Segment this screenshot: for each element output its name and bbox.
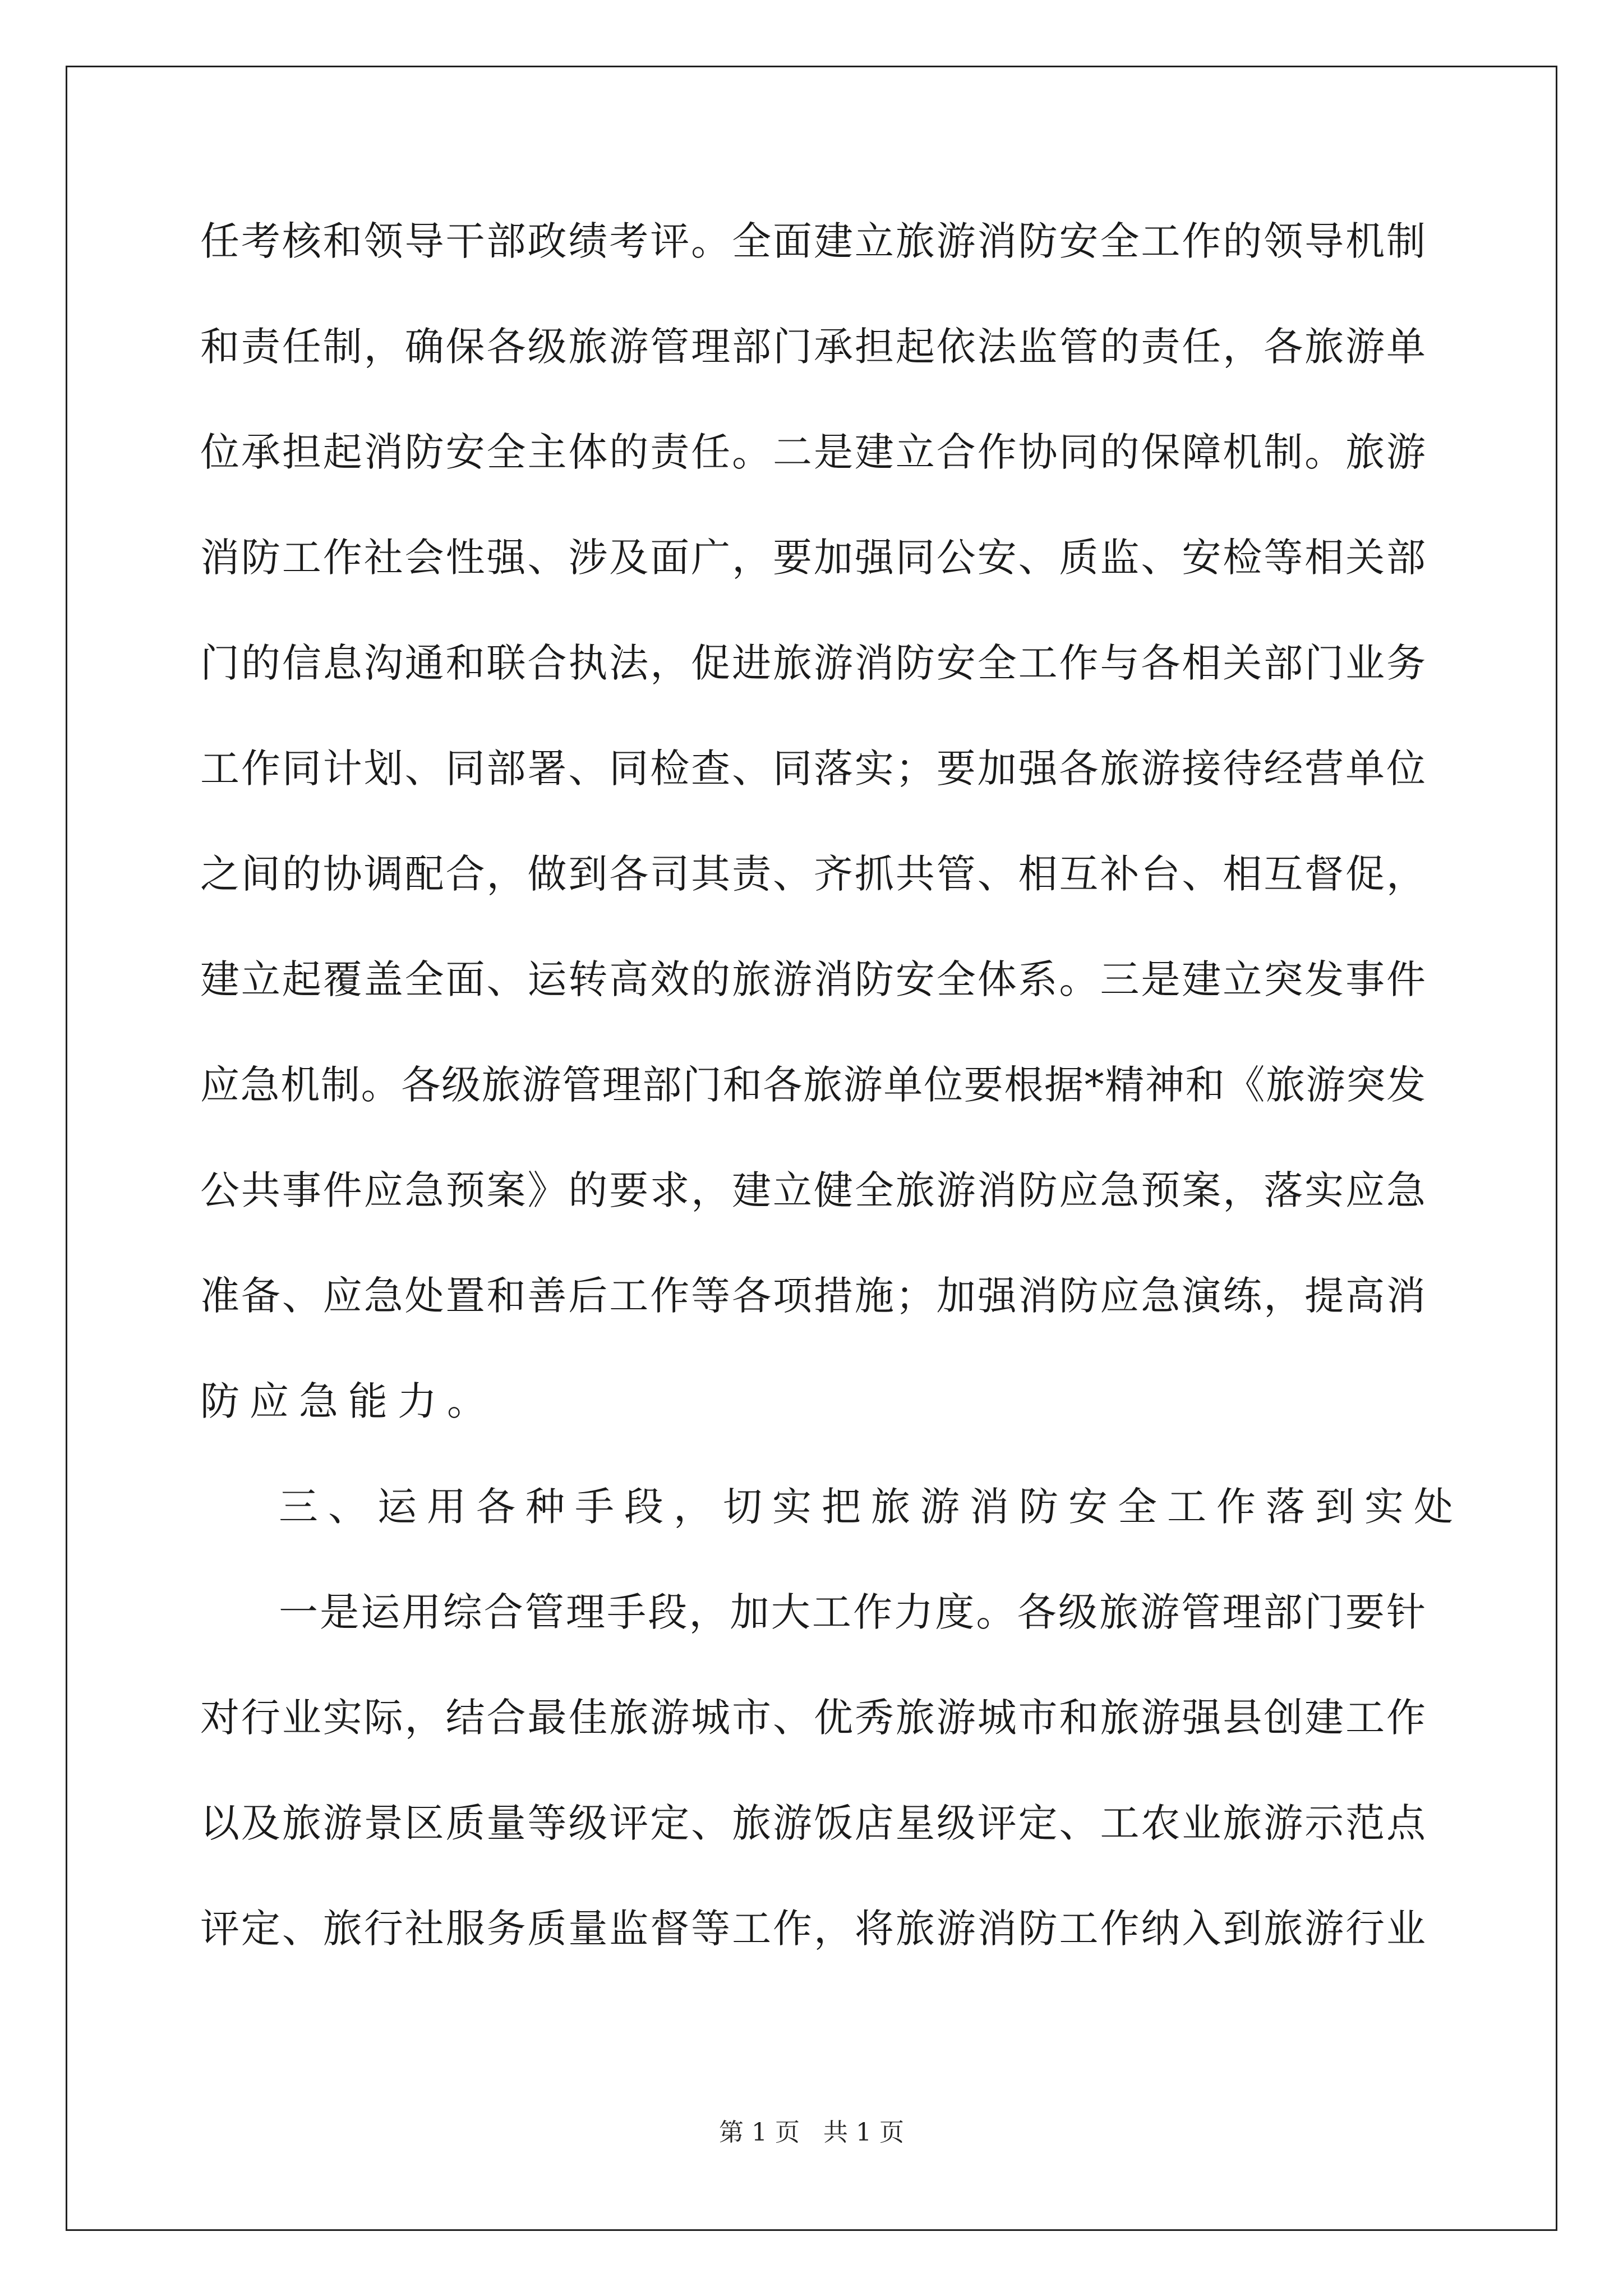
text-line: 应急机制。各级旅游管理部门和各旅游单位要根据*精神和《旅游突发	[200, 1062, 1427, 1108]
text-line: 对行业实际，结合最佳旅游城市、优秀旅游城市和旅游强县创建工作	[200, 1695, 1427, 1741]
text-line: 工作同计划、同部署、同检查、同落实；要加强各旅游接待经营单位	[200, 746, 1427, 792]
text-line: 准备、应急处置和善后工作等各项措施；加强消防应急演练，提高消	[200, 1273, 1427, 1319]
page-number: 第 1 页	[719, 2118, 800, 2147]
text-line: 门的信息沟通和联合执法，促进旅游消防安全工作与各相关部门业务	[200, 640, 1427, 686]
text-line: 防应急能力。	[200, 1378, 496, 1424]
text-line: 建立起覆盖全面、运转高效的旅游消防安全体系。三是建立突发事件	[200, 956, 1427, 1002]
text-line: 任考核和领导干部政绩考评。全面建立旅游消防安全工作的领导机制	[200, 218, 1427, 264]
page-total: 共 1 页	[823, 2118, 904, 2147]
text-line: 消防工作社会性强、涉及面广，要加强同公安、质监、安检等相关部	[200, 535, 1427, 581]
section-heading: 三、运用各种手段，切实把旅游消防安全工作落到实处	[279, 1484, 1463, 1530]
text-line: 之间的协调配合，做到各司其责、齐抓共管、相互补台、相互督促，	[200, 851, 1427, 897]
text-line: 以及旅游景区质量等级评定、旅游饭店星级评定、工农业旅游示范点	[200, 1800, 1427, 1846]
text-line: 和责任制，确保各级旅游管理部门承担起依法监管的责任，各旅游单	[200, 324, 1427, 370]
text-line: 位承担起消防安全主体的责任。二是建立合作协同的保障机制。旅游	[200, 429, 1427, 475]
page-footer	[0, 2116, 1623, 2150]
text-line: 评定、旅行社服务质量监督等工作，将旅游消防工作纳入到旅游行业	[200, 1906, 1427, 1952]
text-line: 一是运用综合管理手段，加大工作力度。各级旅游管理部门要针	[279, 1589, 1428, 1635]
text-line: 公共事件应急预案》的要求，建立健全旅游消防应急预案，落实应急	[200, 1167, 1427, 1213]
